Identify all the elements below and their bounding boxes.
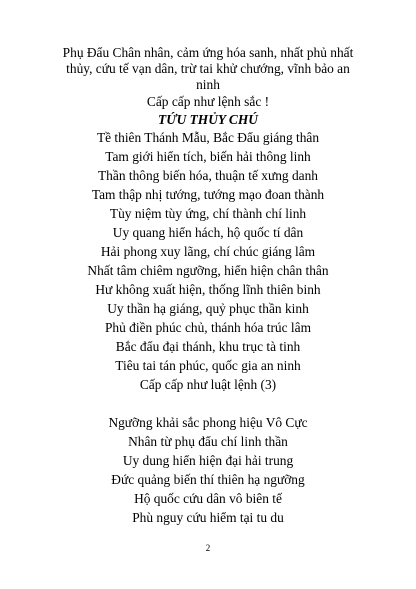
verse-line-4: Tam thập nhị tướng, tướng mạo đoan thành (91, 187, 325, 202)
verse-line-7: Hải phong xuy lãng, chí chúc giáng lâm (100, 244, 316, 259)
verse-line-14: Cấp cấp như luật lệnh (3) (139, 377, 277, 392)
invocation-line-4: Đức quảng biến thí thiên hạ ngưỡng (111, 472, 305, 487)
verse-line-12: Bắc đẩu đại thánh, khu trục tà tinh (115, 339, 301, 354)
invocation-line-2: Nhân từ phụ đẩu chí linh thần (128, 434, 288, 449)
intro-line-3: ninh (196, 77, 220, 92)
verse-line-13: Tiêu tai tán phúc, quốc gia an ninh (115, 358, 301, 373)
invocation-line-6: Phù nguy cứu hiểm tại tu du (132, 510, 284, 525)
invocation-line-1: Ngưỡng khải sắc phong hiệu Vô Cực (108, 415, 308, 430)
verse-line-6: Uy quang hiển hách, hộ quốc tí dân (112, 225, 304, 240)
verse-line-5: Tùy niệm tùy ứng, chí thành chí linh (109, 206, 307, 221)
section-title: TỨU THỦY CHÚ (158, 112, 258, 127)
intro-line-4: Cấp cấp như lệnh sắc ! (146, 94, 270, 109)
verse-line-1: Tề thiên Thánh Mẫu, Bắc Đẩu giáng thân (96, 130, 320, 145)
verse-line-10: Uy thần hạ giáng, quỷ phục thần kinh (107, 301, 309, 316)
verse-line-2: Tam giới hiển tích, biến hải thông linh (105, 149, 311, 164)
verse-line-11: Phủ điền phúc chủ, thánh hóa trúc lâm (104, 320, 312, 335)
verse-line-3: Thần thông biến hóa, thuận tế xưng danh (98, 168, 318, 183)
page-number: 2 (205, 543, 211, 553)
intro-line-2: thủy, cứu tế vạn dân, trừ tai khử chướng, vĩnh bảo an (66, 61, 350, 76)
invocation-line-5: Hộ quốc cứu dân vô biên tế (134, 491, 282, 506)
intro-line-1: Phụ Đẩu Chân nhân, cảm ứng hóa sanh, nhất phủ nhất (62, 45, 354, 60)
invocation-line-3: Uy dung hiển hiện đại hải trung (122, 453, 294, 468)
verse-line-9: Hư không xuất hiện, thống lĩnh thiên binh (95, 282, 321, 297)
verse-line-8: Nhất tâm chiêm ngưỡng, hiển hiện chân thân (87, 263, 329, 278)
